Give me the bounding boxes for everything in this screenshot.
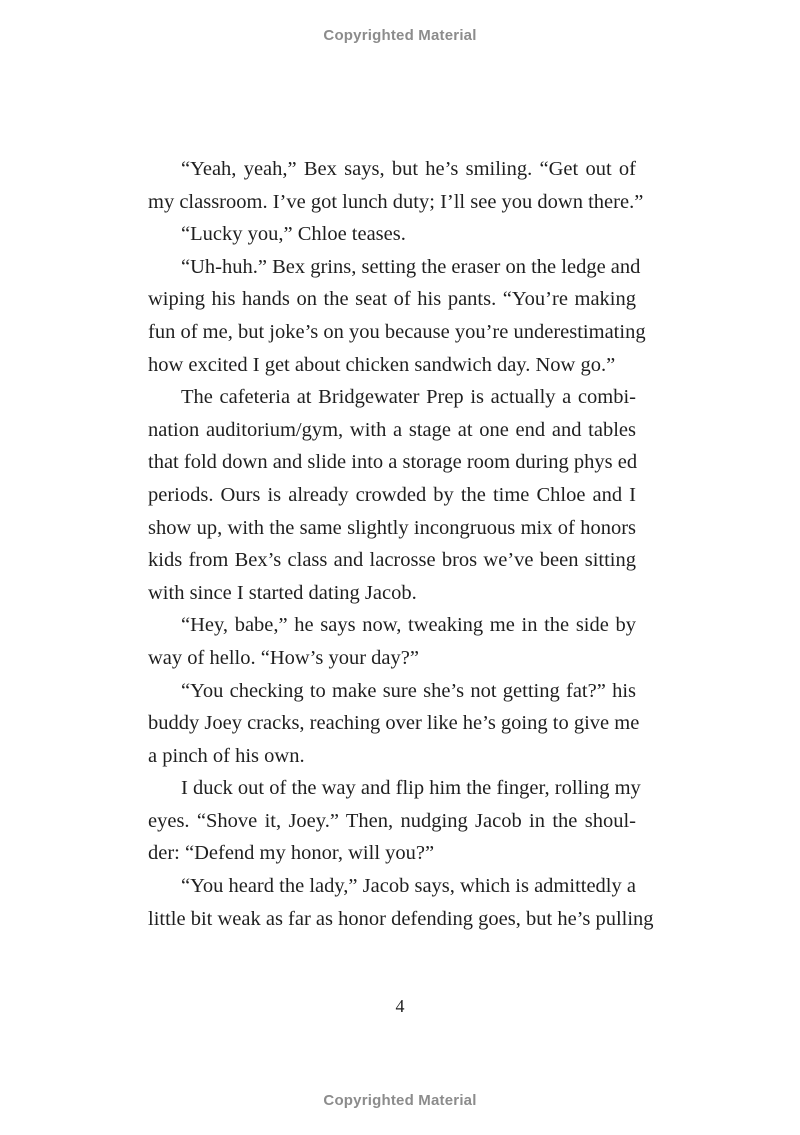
text-line: show up, with the same slightly incongruous mix of honors <box>148 516 636 539</box>
paragraph <box>148 675 640 773</box>
paragraph <box>148 609 636 674</box>
paragraph <box>148 381 636 609</box>
text-line: eyes. “Shove it, Joey.” Then, nudging Jacob in the shoul- <box>148 809 636 832</box>
text-line: periods. Ours is already crowded by the time Chloe and I <box>148 483 636 506</box>
copyright-watermark-bottom: Copyrighted Material <box>323 1092 477 1109</box>
text-line: der: “Defend my honor, will you?” <box>148 842 435 865</box>
book-page-body <box>148 153 654 935</box>
paragraph <box>148 218 636 251</box>
text-line: “Hey, babe,” he says now, tweaking me in the side by <box>181 614 636 637</box>
page-number: 4 <box>395 996 405 1016</box>
text-line: wiping his hands on the seat of his pants. “You’re making <box>148 288 636 311</box>
text-line: how excited I get about chicken sandwich day. Now go.” <box>148 353 616 376</box>
text-line: “You checking to make sure she’s not getting fat?” his <box>181 679 636 702</box>
text-line: I duck out of the way and flip him the finger, rolling my <box>181 777 641 800</box>
text-line: that fold down and slide into a storage room during phys ed <box>148 451 638 474</box>
text-line: kids from Bex’s class and lacrosse bros we’ve been sitting <box>148 549 636 572</box>
paragraph <box>148 772 641 870</box>
text-line: my classroom. I’ve got lunch duty; I’ll see you down there.” <box>148 190 644 213</box>
text-line: “Uh-huh.” Bex grins, setting the eraser on the ledge and <box>181 255 641 278</box>
text-line: fun of me, but joke’s on you because you’re underestimating <box>148 320 646 343</box>
text-line: a pinch of his own. <box>148 744 305 767</box>
text-line: way of hello. “How’s your day?” <box>148 646 419 669</box>
paragraph <box>148 153 644 218</box>
text-line: nation auditorium/gym, with a stage at one end and tables <box>148 418 636 441</box>
text-line: with since I started dating Jacob. <box>148 581 417 604</box>
text-line: buddy Joey cracks, reaching over like he’s going to give me <box>148 712 640 735</box>
paragraph <box>148 251 646 381</box>
text-line: “You heard the lady,” Jacob says, which is admittedly a <box>181 875 636 898</box>
copyright-watermark-top: Copyrighted Material <box>323 27 477 44</box>
text-line: “Lucky you,” Chloe teases. <box>181 223 406 246</box>
text-line: “Yeah, yeah,” Bex says, but he’s smiling. “Get out of <box>181 158 636 180</box>
text-line: The cafeteria at Bridgewater Prep is actually a combi- <box>181 386 636 409</box>
paragraph <box>148 870 654 935</box>
text-line: little bit weak as far as honor defending goes, but he’s pulling <box>148 907 654 930</box>
